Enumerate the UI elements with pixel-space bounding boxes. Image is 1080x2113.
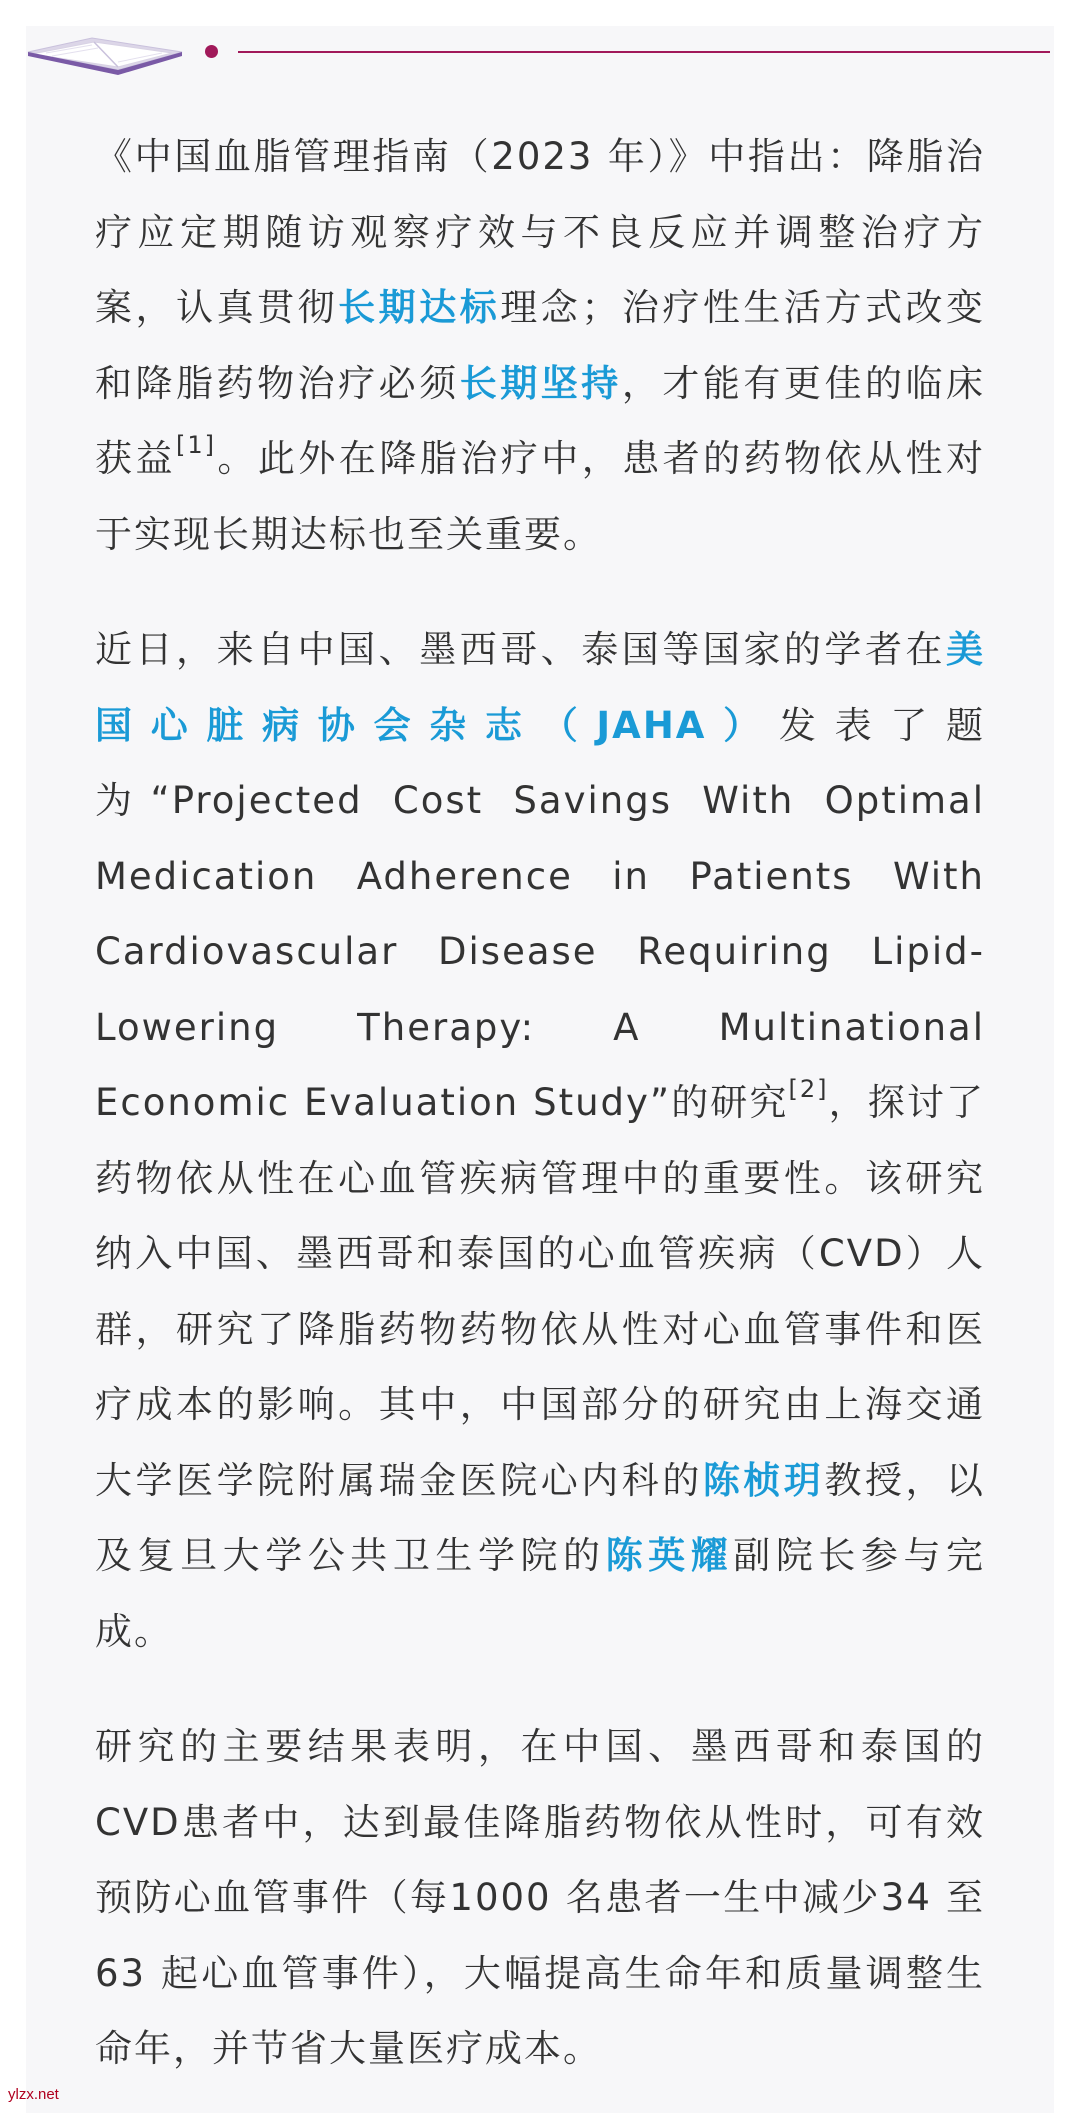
watermark: ylzx.net: [8, 2086, 59, 2103]
highlight-long-term-target: 长期达标: [338, 286, 501, 329]
open-book-icon: [22, 22, 192, 82]
header-divider: [238, 51, 1050, 53]
header-dot: [205, 45, 218, 58]
highlight-long-term-persistence: 长期坚持: [459, 361, 622, 405]
reference-1[interactable]: [1]: [175, 431, 216, 459]
highlight-author-1: 陈桢玥: [702, 1458, 825, 1502]
paragraph-guideline: 《中国血脂管理指南（2023 年）》中指出：降脂治疗应定期随访观察疗效与不良反应并调整治疗方案，认真贯彻长期达标理念；治疗性生活方式改变和降脂药物治疗必须长期坚持，才能有更佳的临床获益[1]。此外在降脂治疗中，患者的药物依从性对于实现长期达标也至关重要。: [95, 135, 986, 556]
highlight-journal: 美国心脏病协会杂志（JAHA）: [95, 628, 985, 747]
paragraph-study: 近日，来自中国、墨西哥、泰国等国家的学者在美国心脏病协会杂志（JAHA）发表了题为“Projected Cost Savings With Optimal Medication Adherence in Patients With Cardiovascular Disease Requiring Lipid-Lowering Therapy: A Multinational Economic Evaluation Study”的研究[2]，探讨了药物依从性在心血管疾病管理中的重要性。该研究纳入中国、墨西哥和泰国的心血管疾病（CVD）人群，研究了降脂药物药物依从性对心血管事件和医疗成本的影响。其中，中国部分的研究由上海交通大学医学院附属瑞金医院心内科的陈桢玥教授，以及复旦大学公共卫生学院的陈英耀副院长参与完成。: [95, 628, 986, 1653]
paragraph-results: 研究的主要结果表明，在中国、墨西哥和泰国的CVD患者中，达到最佳降脂药物依从性时，可有效预防心血管事件（每1000 名患者一生中减少34 至 63 起心血管事件），大幅提高生命年和质量调整生命年，并节省大量医疗成本。: [95, 1725, 985, 2070]
reference-2[interactable]: [2]: [788, 1075, 829, 1103]
highlight-author-2: 陈英耀: [605, 1534, 734, 1577]
article-body: [95, 119, 985, 2087]
